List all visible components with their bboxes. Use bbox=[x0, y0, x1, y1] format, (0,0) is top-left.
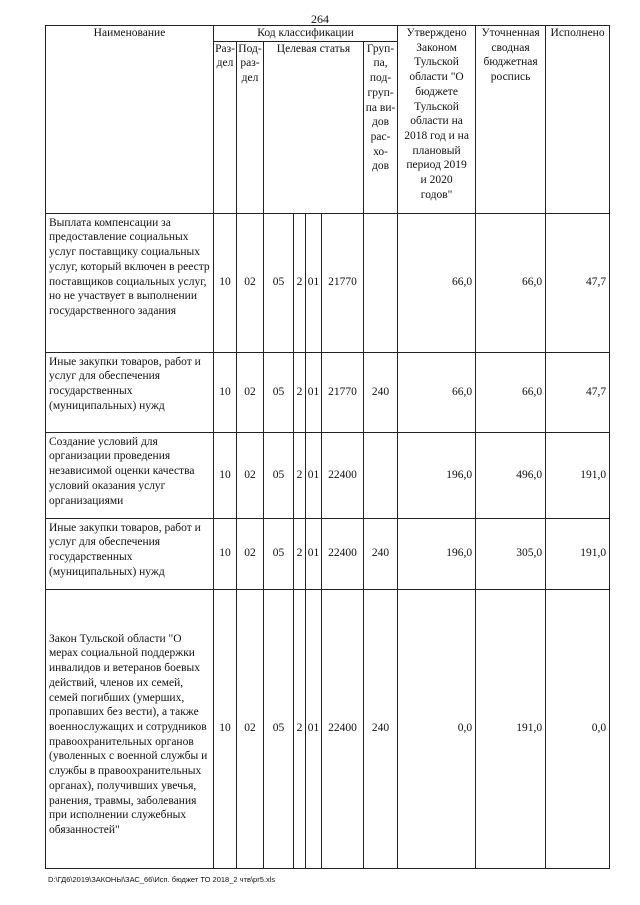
row-razdel: 10 bbox=[214, 432, 237, 518]
budget-table bbox=[45, 25, 610, 869]
header-podrazdel: Под- раз- дел bbox=[237, 41, 264, 213]
header-group: Груп- па, под- груп- па ви- дов рас- хо- дов bbox=[364, 41, 398, 213]
table-row bbox=[46, 352, 610, 432]
row-target-1: 05 bbox=[264, 352, 294, 432]
row-name: Иные закупки товаров, работ и услуг для обеспечения государственных (муниципальных) нужд bbox=[46, 518, 214, 589]
row-approved: 0,0 bbox=[398, 589, 476, 868]
header-refined: Уточненная сводная бюджетная роспись bbox=[476, 26, 546, 214]
row-podrazdel: 02 bbox=[237, 432, 264, 518]
row-group: 240 bbox=[364, 589, 398, 868]
row-target-1: 05 bbox=[264, 589, 294, 868]
row-approved: 196,0 bbox=[398, 432, 476, 518]
table-row bbox=[46, 432, 610, 518]
row-podrazdel: 02 bbox=[237, 352, 264, 432]
row-target-2: 2 bbox=[294, 352, 306, 432]
row-refined: 191,0 bbox=[476, 589, 546, 868]
row-refined: 496,0 bbox=[476, 432, 546, 518]
row-name: Закон Тульской области "О мерах социальной поддержки инвалидов и ветеранов боевых действий, членов их семей, семей погибших (умерших, пропавших без вести), а также военнослужащих и сотрудников правоохранительных органов (уволенных с военной службы и службы в правоохранительных органах), получивших увечья, ранения, травмы, заболевания при исполнении служебных обязанностей" bbox=[46, 589, 214, 868]
row-target-3: 01 bbox=[306, 352, 322, 432]
row-name: Выплата компенсации за предоставление социальных услуг поставщику социальных услуг, который включен в реестр поставщиков социальных услуг, но не участвует в выполнении государственного задания bbox=[46, 213, 214, 352]
row-podrazdel: 02 bbox=[237, 589, 264, 868]
row-refined: 66,0 bbox=[476, 352, 546, 432]
header-approved: Утверждено Законом Тульской области "О бюджете Тульской области на 2018 год и на плановый период 2019 и 2020 годов" bbox=[398, 26, 476, 214]
row-approved: 66,0 bbox=[398, 213, 476, 352]
row-target-4: 22400 bbox=[322, 432, 364, 518]
table-row bbox=[46, 518, 610, 589]
row-razdel: 10 bbox=[214, 518, 237, 589]
row-target-3: 01 bbox=[306, 432, 322, 518]
row-executed: 0,0 bbox=[546, 589, 610, 868]
row-refined: 305,0 bbox=[476, 518, 546, 589]
row-target-3: 01 bbox=[306, 213, 322, 352]
row-approved: 66,0 bbox=[398, 352, 476, 432]
row-executed: 47,7 bbox=[546, 352, 610, 432]
row-target-4: 22400 bbox=[322, 518, 364, 589]
header-razdel: Раз- дел bbox=[214, 41, 237, 213]
page-number: 264 bbox=[311, 12, 329, 26]
header-name: Наименование bbox=[46, 26, 214, 214]
row-executed: 191,0 bbox=[546, 518, 610, 589]
table-row bbox=[46, 213, 610, 352]
row-target-1: 05 bbox=[264, 518, 294, 589]
header-target: Целевая статья bbox=[264, 41, 364, 213]
row-target-2: 2 bbox=[294, 589, 306, 868]
row-target-3: 01 bbox=[306, 589, 322, 868]
row-target-1: 05 bbox=[264, 432, 294, 518]
row-refined: 66,0 bbox=[476, 213, 546, 352]
row-target-4: 22400 bbox=[322, 589, 364, 868]
row-razdel: 10 bbox=[214, 352, 237, 432]
row-group: 240 bbox=[364, 352, 398, 432]
row-razdel: 10 bbox=[214, 213, 237, 352]
row-name: Иные закупки товаров, работ и услуг для обеспечения государственных (муниципальных) нужд bbox=[46, 352, 214, 432]
row-target-4: 21770 bbox=[322, 213, 364, 352]
table-row bbox=[46, 589, 610, 868]
row-razdel: 10 bbox=[214, 589, 237, 868]
row-name: Создание условий для организации проведения независимой оценки качества условий оказания услуг организациями bbox=[46, 432, 214, 518]
row-target-2: 2 bbox=[294, 518, 306, 589]
row-target-1: 05 bbox=[264, 213, 294, 352]
row-podrazdel: 02 bbox=[237, 213, 264, 352]
row-group: 240 bbox=[364, 518, 398, 589]
row-target-2: 2 bbox=[294, 432, 306, 518]
row-executed: 191,0 bbox=[546, 432, 610, 518]
header-executed: Исполнено bbox=[546, 26, 610, 214]
row-group bbox=[364, 213, 398, 352]
row-podrazdel: 02 bbox=[237, 518, 264, 589]
row-target-2: 2 bbox=[294, 213, 306, 352]
row-target-3: 01 bbox=[306, 518, 322, 589]
row-group bbox=[364, 432, 398, 518]
row-executed: 47,7 bbox=[546, 213, 610, 352]
header-code-group: Код классификации bbox=[214, 26, 398, 42]
file-path-footer: D:\ГД6\2019\ЗАКОНЫ\ЗАС_66\Исп. бюджет ТО 2018_2 чтв\pr5.xls bbox=[48, 875, 276, 884]
row-target-4: 21770 bbox=[322, 352, 364, 432]
row-approved: 196,0 bbox=[398, 518, 476, 589]
